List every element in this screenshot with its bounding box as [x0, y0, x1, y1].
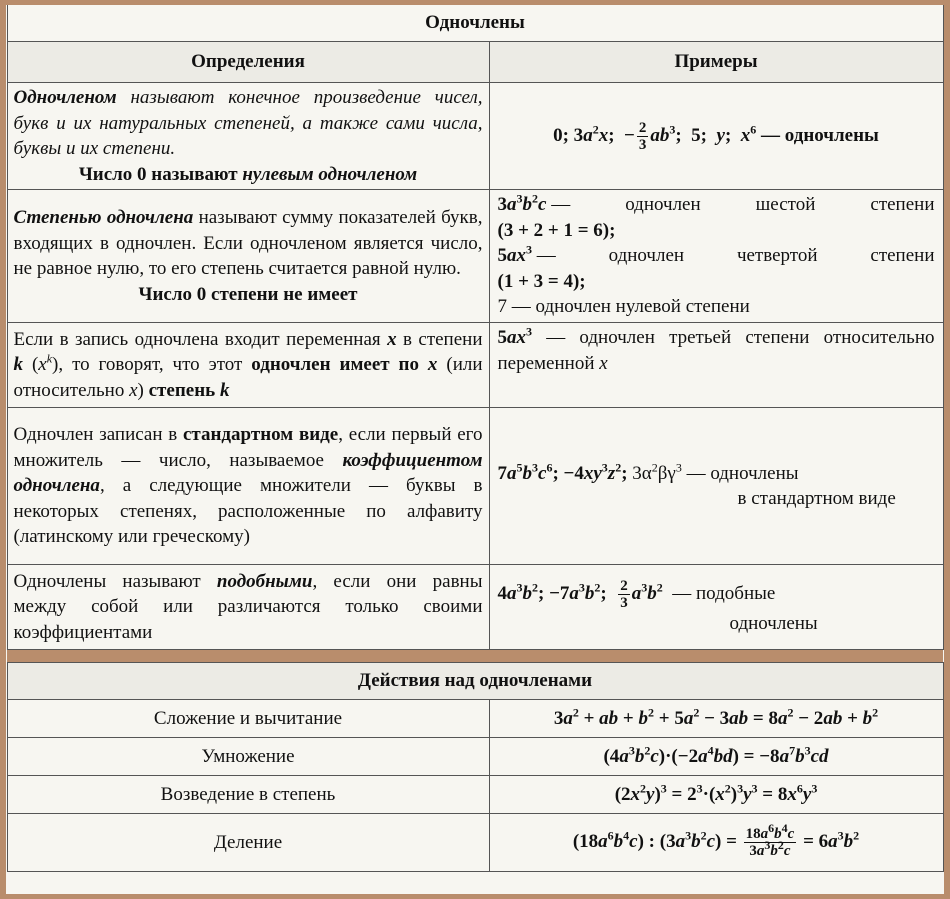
example-cell: $3a^3b^2c$ — одночлен шестой степени (3 + 2 + 1 = 6); $5ax^3$ — одночлен четвертой степени (1 + 3 = 4); 7 — одночлен нулевой степени — [489, 190, 943, 323]
table-row — [7, 323, 943, 408]
table-row — [7, 408, 943, 565]
monomials-table — [7, 5, 944, 872]
table-row — [7, 814, 943, 872]
section-divider — [7, 650, 943, 663]
header-examples: Примеры — [489, 42, 943, 83]
table-row — [7, 738, 943, 776]
operation-name: Деление — [7, 814, 489, 872]
page-frame — [6, 5, 944, 894]
definition-footer: Число 0 степени не имеет — [138, 283, 358, 305]
definition-footer: Число 0 называют нулевым одночленом — [78, 163, 418, 185]
operation-example: $(2x^2y)^3 = 2^3\cdot(x^2)^3y^3 = 8x^6y^3$ — [489, 776, 943, 814]
operation-name: Сложение и вычитание — [7, 700, 489, 738]
definition-cell: Степенью одночлена называют сумму показателей букв, входящих в одночлен. Если одночленом является число, не равное нулю, то его степень считается равной нулю. Число 0 степени не имеет — [7, 190, 489, 323]
definition-cell: Одночлены называют подобными, если они равны между собой или различаются только своими коэффициентами — [7, 565, 489, 650]
example-cell: $7a^5b^3c^6$; $-4xy^3z^2$; $3\alpha^2\beta\gamma^3$ — одночлены в стандартном виде — [489, 408, 943, 565]
definition-cell: Если в запись одночлена входит переменная x в степени k $(x^k)$, то говорят, что этот одночлен имеет по x (или относительно x) степень k — [7, 323, 489, 408]
table-title: Одночлены — [7, 5, 943, 42]
operation-example: $(4a^3b^2c)\cdot(-2a^4bd) = -8a^7b^3cd$ — [489, 738, 943, 776]
definition-cell: Одночленом называют конечное произведение чисел, букв и их натуральных степеней, а также сами числа, буквы и их степени. Число 0 называют нулевым одночленом — [7, 83, 489, 190]
table-row — [7, 83, 943, 190]
operation-name: Возведение в степень — [7, 776, 489, 814]
table-row — [7, 700, 943, 738]
operation-example: $(18a^6b^4c)$ : $(3a^3b^2c)$ = $\frac{18a^6b^4c}{3a^3b^2c}$ = $6a^3b^2$ — [489, 814, 943, 872]
operation-name: Умножение — [7, 738, 489, 776]
example-cell: $4a^3b^2$; $-7a^3b^2$; $\frac{2}{3}$ $a^3b^2$ — подобные одночлены — [489, 565, 943, 650]
header-definitions: Определения — [7, 42, 489, 83]
operation-example: $3a^2$ + ab + $b^2 + 5a^2 - 3ab = 8a^2 - 2ab + b^2$ — [489, 700, 943, 738]
table-row — [7, 190, 943, 323]
definition-cell: Одночлен записан в стандартном виде, если первый его множитель — число, называемое коэффициентом одночлена, а следующие множители — буквы в некоторых степенях, расположенные по алфавиту (латинскому или греческому) — [7, 408, 489, 565]
operations-title: Действия над одночленами — [7, 663, 943, 700]
table-row — [7, 565, 943, 650]
example-cell: $5ax^3$ — одночлен третьей степени относительно переменной x — [489, 323, 943, 408]
example-cell: 0; $3a^2x$; − $\frac{2}{3}$ $ab^3$; 5; y; $x^6$ — одночлены — [489, 83, 943, 190]
table-row — [7, 776, 943, 814]
